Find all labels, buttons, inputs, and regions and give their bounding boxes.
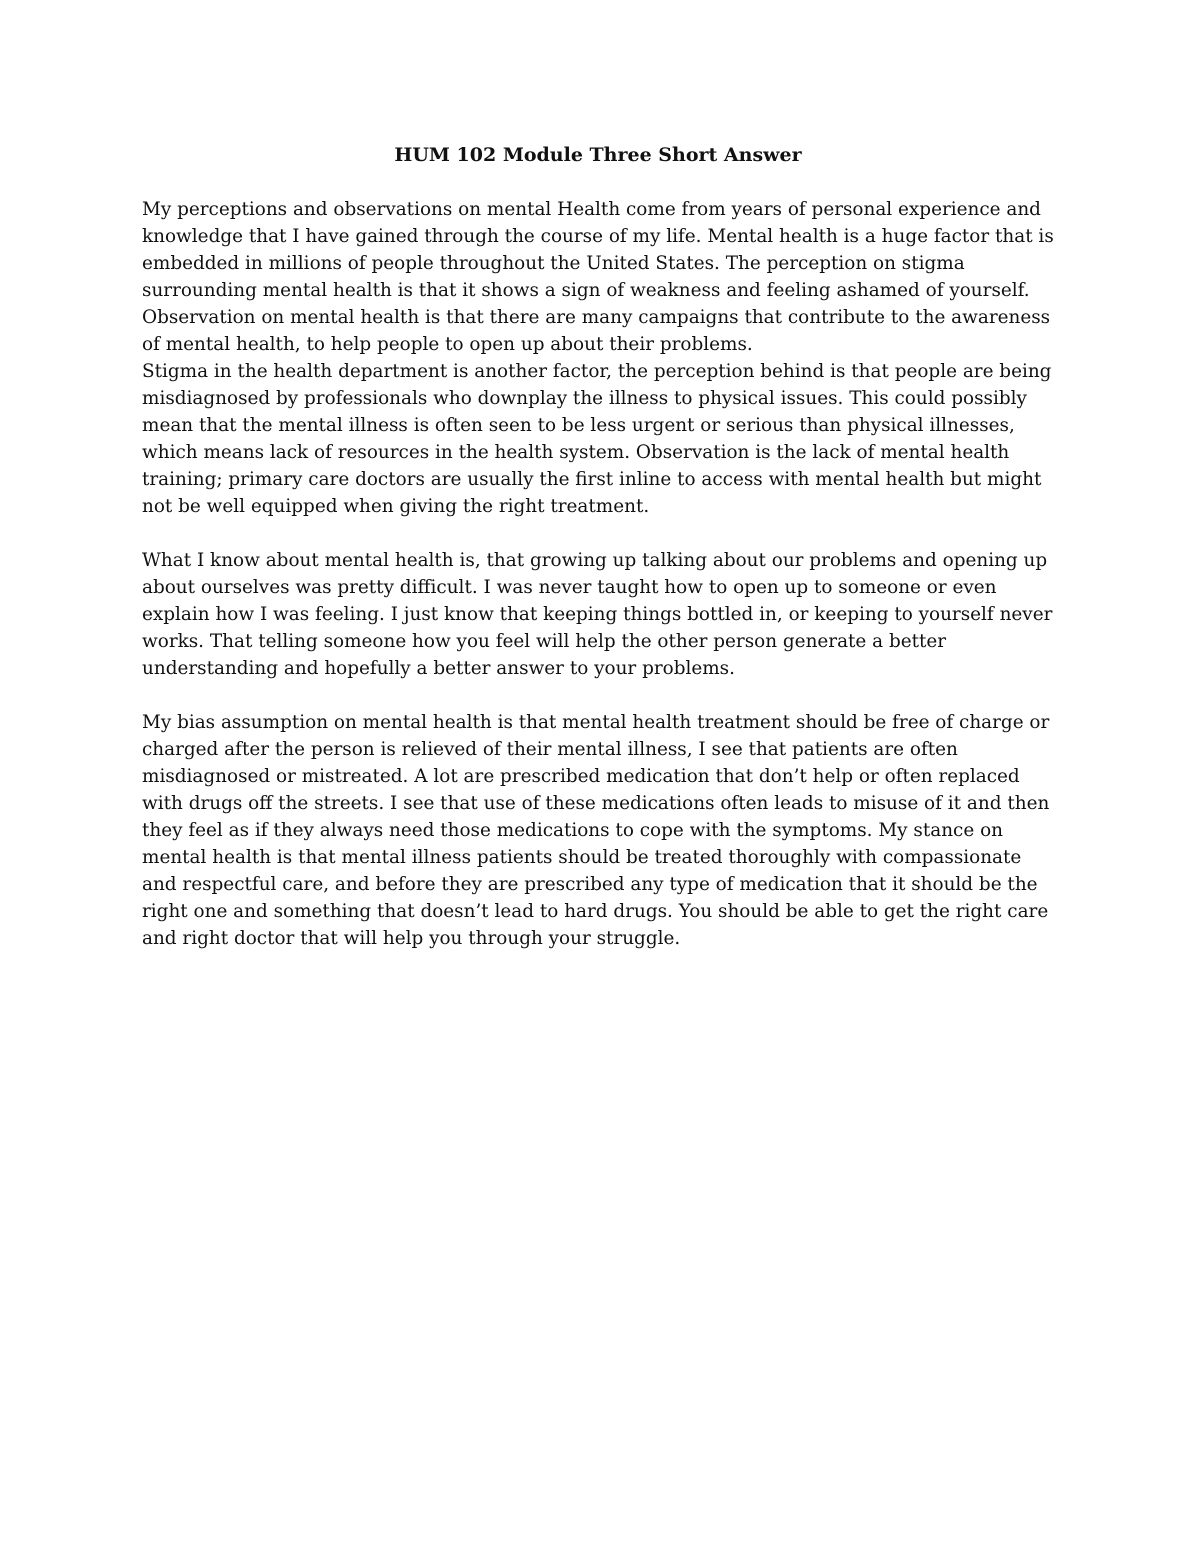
paragraph-perceptions: My perceptions and observations on mental Health come from years of personal experience and knowledge that I have gained through the course of my life. Mental health is a huge factor that is embedded in millions of people throughout the United States. The perception on stigma surrounding mental health is that it shows a sign of weakness and feeling ashamed of yourself. Observation on mental health is that there are many campaigns that contribute to the awareness of mental health, to help people to open up about their problems. <box>142 199 1054 355</box>
paragraph-bias-assumption: My bias assumption on mental health is that mental health treatment should be free of charge or charged after the person is relieved of their mental illness, I see that patients are often misdiagnosed or mistreated. A lot are prescribed medication that don’t help or often replaced with drugs off the streets. I see that use of these medications often leads to misuse of it and then they feel as if they always need those medications to cope with the symptoms. My stance on mental health is that mental illness patients should be treated thoroughly with compassionate and respectful care, and before they are prescribed any type of medication that it should be the right one and something that doesn’t lead to hard drugs. You should be able to get the right care and right doctor that will help you through your struggle. <box>142 712 1050 949</box>
document-title: HUM 102 Module Three Short Answer <box>394 144 802 166</box>
paragraph-what-i-know: What I know about mental health is, that growing up talking about our problems and opening up about ourselves was pretty difficult. I was never taught how to open up to someone or even explain how I was feeling. I just know that keeping things bottled in, or keeping to yourself never works. That telling someone how you feel will help the other person generate a better understanding and hopefully a better answer to your problems. <box>142 550 1053 679</box>
paragraph-stigma: Stigma in the health department is another factor, the perception behind is that people are being misdiagnosed by professionals who downplay the illness to physical issues. This could possibly mean that the mental illness is often seen to be less urgent or serious than physical illnesses, which means lack of resources in the health system. Observation is the lack of mental health training; primary care doctors are usually the first inline to access with mental health but might not be well equipped when giving the right treatment. <box>142 361 1052 517</box>
document-body <box>142 142 1054 952</box>
